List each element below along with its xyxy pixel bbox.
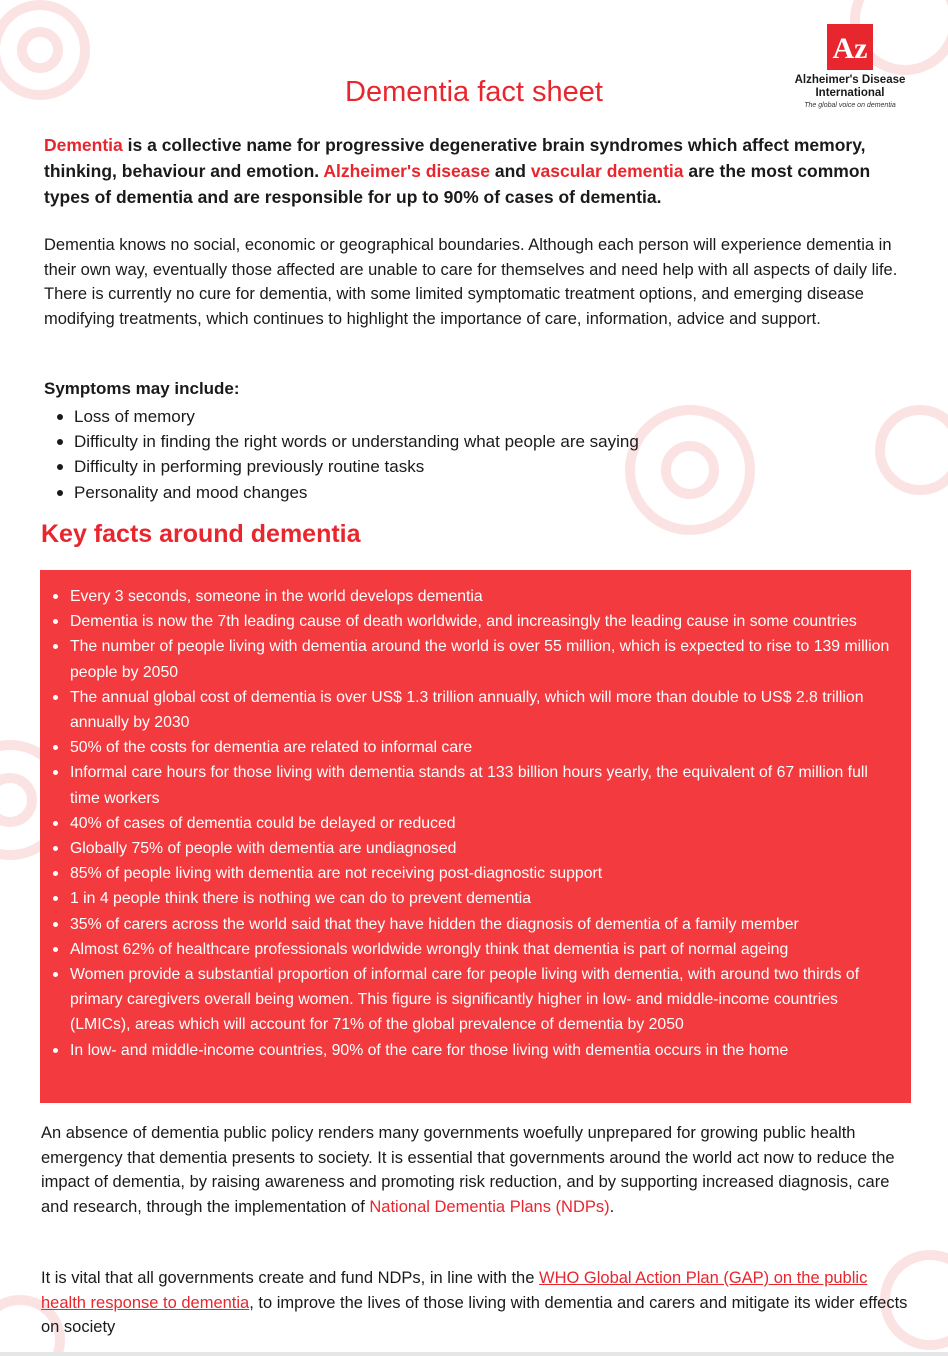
who-gap-link[interactable]: WHO Global Action Plan (GAP) on the public health response to dementia — [41, 1269, 868, 1312]
term-alzheimers: Alzheimer's disease — [323, 161, 490, 181]
symptoms-heading: Symptoms may include: — [44, 379, 240, 398]
intro-paragraph — [44, 132, 904, 210]
list-item: Loss of memory — [44, 404, 639, 429]
intro-text-3: are the most common types of dementia and are responsible for up to 90% of cases of dementia. — [44, 161, 871, 207]
list-item: 50% of the costs for dementia are related to informal care — [52, 735, 899, 760]
gap-paragraph — [41, 1266, 909, 1340]
list-item: Globally 75% of people with dementia are undiagnosed — [52, 836, 899, 861]
logo-tagline: The global voice on dementia — [804, 102, 896, 109]
gap-text: It is vital that all governments create and fund NDPs, in line with the — [41, 1269, 539, 1287]
policy-paragraph — [41, 1121, 909, 1219]
list-item: 85% of people living with dementia are not receiving post-diagnostic support — [52, 861, 899, 886]
intro-text-2: and — [489, 161, 531, 181]
gap-end: , to improve the lives of those living with dementia and carers and mitigate its wider effects on society — [41, 1293, 908, 1336]
key-facts-box — [40, 570, 911, 1103]
list-item: 1 in 4 people think there is nothing we can do to prevent dementia — [52, 886, 899, 911]
footer-divider — [0, 1352, 948, 1356]
list-item: Women provide a substantial proportion of informal care for people living with dementia, with around two thirds of primary caregivers overall being women. This figure is significantly higher in low- and middle-income countries (LMICs), areas which will account for 71% of the global prevalence of dementia by 2050 — [52, 962, 899, 1038]
list-item: Every 3 seconds, someone in the world develops dementia — [52, 584, 899, 609]
policy-end: . — [609, 1197, 615, 1216]
list-item: In low- and middle-income countries, 90% of the care for those living with dementia occurs in the home — [52, 1038, 899, 1063]
symptoms-list — [44, 404, 639, 505]
page-title: Dementia fact sheet — [345, 76, 603, 108]
policy-text: An absence of dementia public policy renders many governments woefully unprepared for growing public health emergency that dementia presents to society. It is essential that governments around the world act now to reduce the impact of dementia, by raising awareness and promoting risk reduction, and by supporting increased diagnosis, care and research, through the implementation of — [41, 1124, 895, 1216]
key-facts-list — [52, 584, 899, 1063]
key-facts-heading: Key facts around dementia — [41, 520, 361, 548]
logo-name: Alzheimer's Disease International — [794, 74, 906, 99]
term-dementia: Dementia — [44, 135, 123, 155]
ndp-link[interactable]: National Dementia Plans (NDPs) — [369, 1197, 610, 1216]
list-item: Dementia is now the 7th leading cause of death worldwide, and increasingly the leading cause in some countries — [52, 609, 899, 634]
list-item: 35% of carers across the world said that they have hidden the diagnosis of dementia of a family member — [52, 912, 899, 937]
list-item: The annual global cost of dementia is over US$ 1.3 trillion annually, which will more than double to US$ 2.8 trillion annually by 2030 — [52, 685, 899, 735]
list-item: Difficulty in finding the right words or understanding what people are saying — [44, 429, 639, 454]
logo-mark: Az — [827, 24, 873, 70]
boundaries-paragraph: Dementia knows no social, economic or geographical boundaries. Although each person will experience dementia in their own way, eventually those affected are unable to care for themselves and need help with all aspects of daily life. There is currently no cure for dementia, with some limited symptomatic treatment options, and emerging disease modifying treatments, which continues to highlight the importance of care, information, advice and support. — [44, 236, 898, 328]
intro-text-1: is a collective name for progressive degenerative brain syndromes which affect memory, thinking, behaviour and emotion. — [44, 135, 866, 181]
list-item: Difficulty in performing previously routine tasks — [44, 454, 639, 479]
list-item: 40% of cases of dementia could be delayed or reduced — [52, 811, 899, 836]
list-item: Personality and mood changes — [44, 480, 639, 505]
list-item: Informal care hours for those living with dementia stands at 133 billion hours yearly, the equivalent of 67 million full time workers — [52, 760, 899, 810]
term-vascular-dementia: vascular dementia — [530, 161, 684, 181]
list-item: The number of people living with dementia around the world is over 55 million, which is expected to rise to 139 million people by 2050 — [52, 634, 899, 684]
list-item: Almost 62% of healthcare professionals worldwide wrongly think that dementia is part of normal ageing — [52, 937, 899, 962]
